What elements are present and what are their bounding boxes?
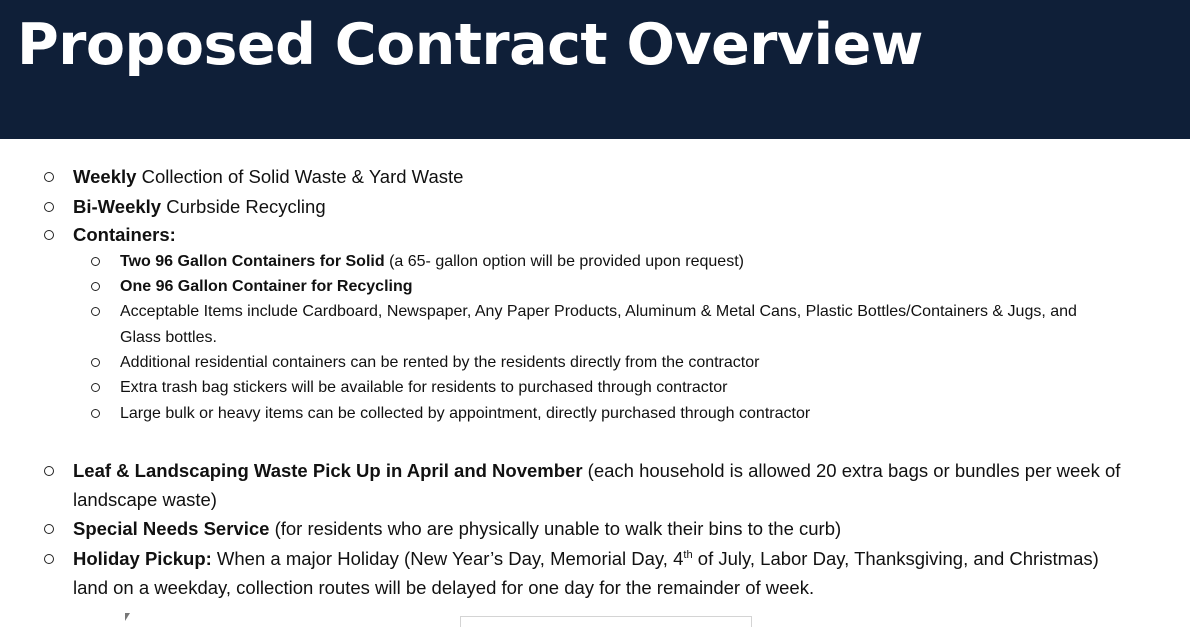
- item-bold: Special Needs Service: [73, 518, 270, 539]
- mouse-cursor-icon: [125, 613, 130, 621]
- list-item-weekly: [73, 162, 463, 191]
- list-item-leaf-pickup: [73, 456, 1120, 514]
- sub-item-trash-stickers: [120, 375, 727, 401]
- item-bold: Holiday Pickup:: [73, 548, 212, 569]
- item-bold: Leaf & Landscaping Waste Pick Up in April and November: [73, 460, 583, 481]
- bullet-icon: [91, 383, 100, 392]
- bullet-icon: [44, 230, 54, 240]
- item-bold: Two 96 Gallon Containers for Solid: [120, 253, 385, 270]
- list-item-holiday-pickup: [73, 544, 1099, 602]
- bullet-icon: [91, 358, 100, 367]
- item-text: Additional residential containers can be rented by the residents directly from the contractor: [120, 354, 760, 371]
- sub-item-solid-containers: [120, 249, 744, 275]
- item-bold: One 96 Gallon Container for Recycling: [120, 278, 413, 295]
- bullet-icon: [91, 409, 100, 418]
- item-text: Extra trash bag stickers will be available for residents to purchased through contractor: [120, 379, 728, 396]
- superscript: th: [683, 548, 693, 561]
- bottom-frame-edge: [460, 616, 752, 627]
- item-text-continued: of July, Labor Day, Thanksgiving, and Christmas): [692, 548, 1099, 569]
- bullet-icon: [44, 466, 54, 476]
- sub-item-acceptable-items: [120, 299, 1077, 350]
- bullet-icon: [44, 172, 54, 182]
- item-text: (for residents who are physically unable to walk their bins to the curb): [269, 518, 842, 539]
- item-text: Collection of Solid Waste & Yard Waste: [136, 166, 464, 187]
- bullet-icon: [44, 202, 54, 212]
- sub-item-additional-containers: [120, 350, 759, 376]
- bullet-icon: [91, 282, 100, 291]
- slide-title: Proposed Contract Overview: [17, 12, 923, 78]
- item-text: Large bulk or heavy items can be collected by appointment, directly purchased through contractor: [120, 405, 811, 422]
- item-bold: Bi-Weekly: [73, 196, 162, 217]
- item-text: When a major Holiday (New Year’s Day, Memorial Day, 4: [211, 548, 684, 569]
- bullet-icon: [44, 524, 54, 534]
- sub-item-bulk-items: [120, 401, 810, 427]
- item-text-line1: Acceptable Items include Cardboard, Newspaper, Any Paper Products, Aluminum & Metal Cans, Plastic Bottles/Containers & Jugs, and: [120, 303, 1077, 320]
- item-text-line2: Glass bottles.: [120, 328, 217, 346]
- item-bold: Weekly: [73, 166, 137, 187]
- list-item-special-needs: [73, 514, 841, 543]
- bullet-icon: [91, 307, 100, 316]
- bullet-icon: [91, 257, 100, 266]
- item-text-line2: land on a weekday, collection routes will be delayed for one day for the remainder of week.: [73, 577, 815, 598]
- item-bold: Containers:: [73, 224, 176, 245]
- list-item-biweekly: [73, 192, 326, 221]
- item-text-line2: landscape waste): [73, 489, 217, 510]
- sub-item-recycling-container: [120, 274, 413, 300]
- item-text: (a 65- gallon option will be provided upon request): [384, 253, 744, 270]
- bullet-icon: [44, 554, 54, 564]
- list-item-containers: [73, 220, 176, 249]
- item-text: Curbside Recycling: [161, 196, 326, 217]
- item-text: (each household is allowed 20 extra bags or bundles per week of: [582, 460, 1121, 481]
